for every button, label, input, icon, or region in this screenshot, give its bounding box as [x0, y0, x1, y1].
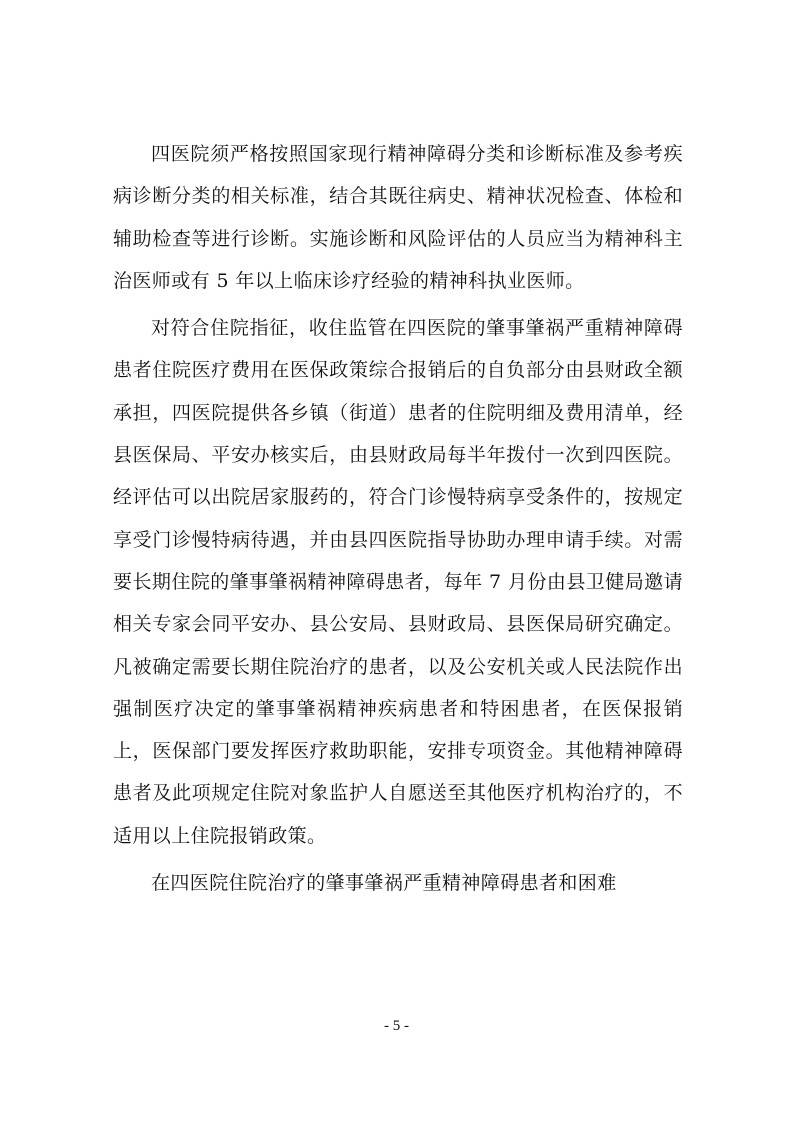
paragraph-diagnosis-standards: 四医院须严格按照国家现行精神障碍分类和诊断标准及参考疾病诊断分类的相关标准，结合其既往病史、精神状况检查、体检和辅助检查等进行诊断。实施诊断和风险评估的人员应当为精神科主治医师或有 5 年以上临床诊疗经验的精神科执业医师。 [113, 143, 683, 292]
paragraph-continued: 在四医院住院治疗的肇事肇祸严重精神障碍患者和困难 [151, 872, 617, 895]
paragraph-hospitalization-costs: 对符合住院指征，收住监管在四医院的肇事肇祸严重精神障碍患者住院医疗费用在医保政策综合报销后的自负部分由县财政全额承担，四医院提供各乡镇（街道）患者的住院明细及费用清单，经县医保局、平安办核实后，由县财政局每半年拨付一次到四医院。经评估可以出院居家服药的，符合门诊慢特病享受条件的，按规定享受门诊慢特病待遇，并由县四医院指导协助办理申请手续。对需要长期住院的肇事肇祸精神障碍患者，每年 7 月份由县卫健局邀请相关专家会同平安办、县公安局、县财政局、县医保局研究确定。凡被确定需要长期住院治疗的患者，以及公安机关或人民法院作出强制医疗决定的肇事肇祸精神疾病患者和特困患者，在医保报销上，医保部门要发挥医疗救助职能，安排专项资金。其他精神障碍患者及此项规定住院对象监护人自愿送至其他医疗机构治疗的，不适用以上住院报销政策。 [113, 317, 683, 847]
page-number: - 5 - [384, 1018, 409, 1034]
document-body [113, 133, 683, 909]
